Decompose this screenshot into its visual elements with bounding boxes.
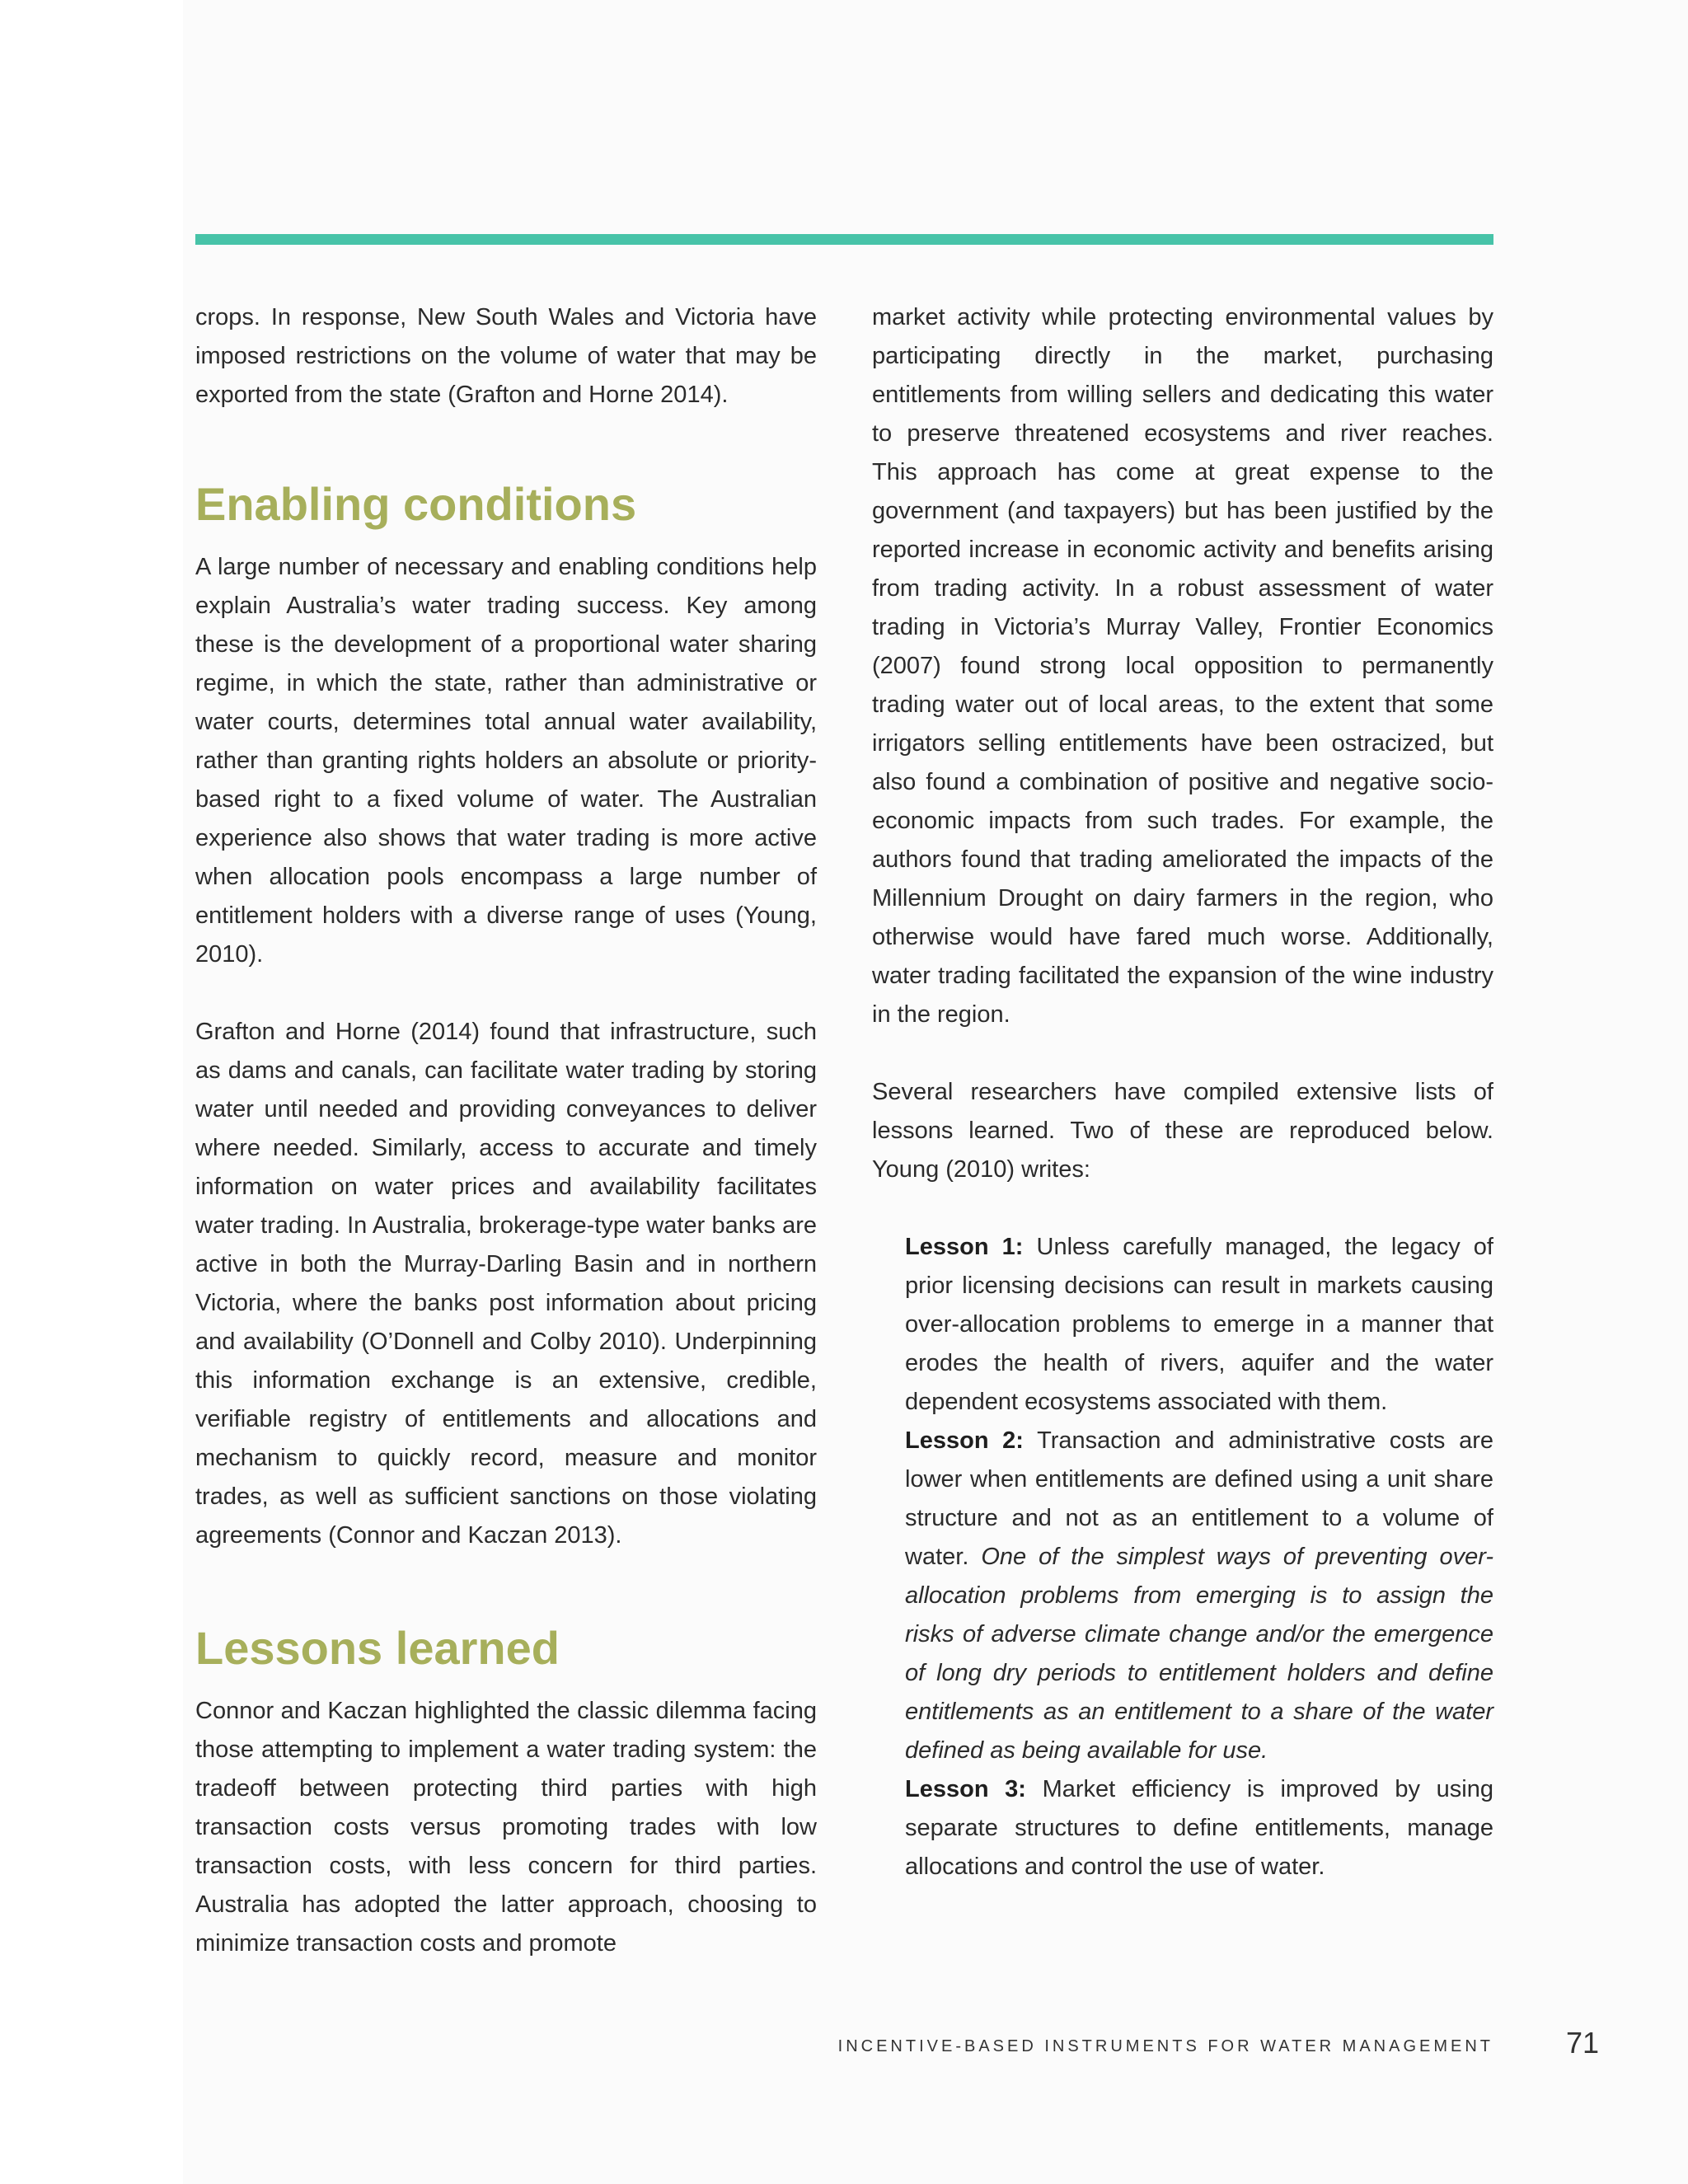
footer-running-title: INCENTIVE-BASED INSTRUMENTS FOR WATER MANAGEMENT bbox=[837, 2037, 1493, 2055]
lesson-3-paragraph bbox=[905, 1770, 1493, 1886]
lesson-2-paragraph bbox=[905, 1422, 1493, 1770]
lesson-item bbox=[905, 1422, 1493, 1770]
lessons-paragraph-1: Connor and Kaczan highlighted the classic dilemma facing those attempting to implement a water trading system: the tradeoff between protecting third parties with high transaction costs versus promoting trades with low transaction costs, with less concern for third parties. Australia has adopted the latter approach, choosing to minimize transaction costs and promote bbox=[195, 1698, 817, 1957]
enabling-paragraph-2: Grafton and Horne (2014) found that infrastructure, such as dams and canals, can facilitate water trading by storing water until needed and providing conveyances to deliver where needed. Similarly, access to accurate and timely information on water prices and availability facilitates water trading. In Australia, brokerage-type water banks are active in both the Murray-Darling Basin and in northern Victoria, where the banks post information about pricing and availability (O’Donnell and Colby 2010). Underpinning this information exchange is an extensive, credible, verifiable registry of entitlements and allocations and mechanism to quickly record, measure and monitor trades, as well as sufficient sanctions on those violating agreements (Connor and Kaczan 2013). bbox=[195, 1019, 817, 1549]
lesson-1-text: Unless carefully managed, the legacy of prior licensing decisions can result in markets causing over-allocation problems to emerge in a manner that erodes the health of rivers, aquifer and the water dependent ecosystems associated with them. bbox=[905, 1234, 1493, 1415]
heading-enabling-conditions: Enabling conditions bbox=[195, 478, 637, 530]
right-paragraph-2: Several researchers have compiled extensive lists of lessons learned. Two of these are reproduced below. Young (2010) writes: bbox=[872, 1079, 1493, 1183]
enabling-paragraph-1: A large number of necessary and enabling conditions help explain Australia’s water trading success. Key among these is the development of a proportional water sharing regime, in which the state, rather than administrative or water courts, determines total annual water availability, rather than granting rights holders an absolute or priority-based right to a fixed volume of water. The Australian experience also shows that water trading is more active when allocation pools encompass a large number of entitlement holders with a diverse range of uses (Young, 2010). bbox=[195, 554, 817, 968]
lesson-1-label: Lesson 1: bbox=[905, 1234, 1024, 1260]
lesson-2-italic-text: One of the simplest ways of preventing over-allocation problems from emerging is to assign the risks of adverse climate change and/or the emergence of long dry periods to entitlement holders and define entitlements as an entitlement to a share of the water defined as being available for use. bbox=[905, 1544, 1493, 1764]
lesson-item bbox=[905, 1228, 1493, 1422]
lesson-3-text: Market efficiency is improved by using separate structures to define entitlements, manage allocations and control the use of water. bbox=[905, 1776, 1493, 1880]
left-column bbox=[195, 298, 817, 1963]
lesson-2-text: Transaction and administrative costs are lower when entitlements are defined using a unit share structure and not as an entitlement to a volume of water. bbox=[905, 1427, 1493, 1570]
page-number: 71 bbox=[1566, 2026, 1600, 2060]
lessons-quote-block bbox=[872, 1228, 1493, 1886]
right-paragraph-1: market activity while protecting environmental values by participating directly in the market, purchasing entitlements from willing sellers and dedicating this water to preserve threatened ecosystems and river reaches. This approach has come at great expense to the government (and taxpayers) but has been justified by the reported increase in economic activity and benefits arising from trading activity. In a robust assessment of water trading in Victoria’s Murray Valley, Frontier Economics (2007) found strong local opposition to permanently trading water out of local areas, to the extent that some irrigators selling entitlements have been ostracized, but also found a combination of positive and negative socio-economic impacts from such trades. For example, the authors found that trading ameliorated the impacts of the Millennium Drought on dairy farmers in the region, who otherwise would have fared much worse. Additionally, water trading facilitated the expansion of the wine industry in the region. bbox=[872, 304, 1493, 1028]
top-accent-rule bbox=[195, 234, 1493, 245]
heading-lessons-learned: Lessons learned bbox=[195, 1622, 560, 1674]
intro-paragraph: crops. In response, New South Wales and Victoria have imposed restrictions on the volume of water that may be exported from the state (Grafton and Horne 2014). bbox=[195, 304, 817, 408]
lesson-1-paragraph bbox=[905, 1228, 1493, 1422]
lesson-2-label: Lesson 2: bbox=[905, 1427, 1024, 1454]
right-column bbox=[872, 298, 1493, 1886]
lesson-3-label: Lesson 3: bbox=[905, 1776, 1026, 1802]
lesson-item bbox=[905, 1770, 1493, 1886]
